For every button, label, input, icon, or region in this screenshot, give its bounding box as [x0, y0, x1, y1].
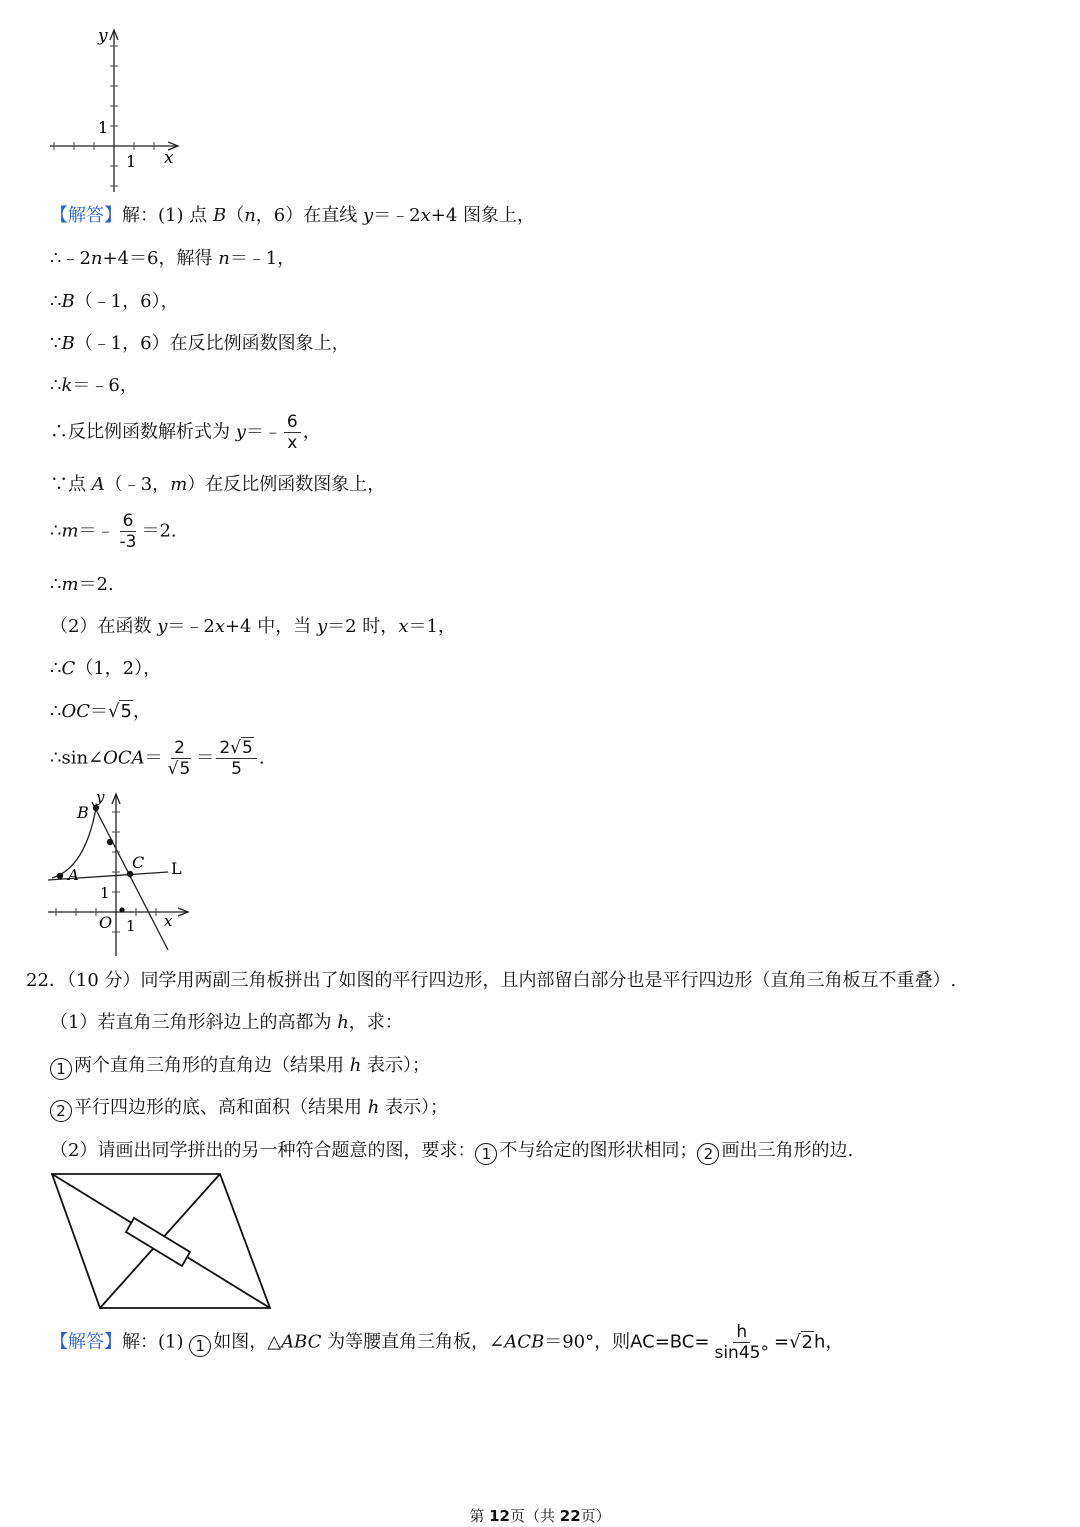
circled-number: 2 [697, 1143, 719, 1165]
y-axis-label: y [96, 790, 105, 806]
coordinate-grid-figure [48, 26, 180, 198]
answer-tag: 【解答】 [50, 205, 122, 226]
circled-number: 1 [475, 1143, 497, 1165]
solution-line-2: ∴﹣2n+4＝6，解得 n＝﹣1， [50, 248, 296, 269]
y-tick-label: 1 [100, 884, 110, 902]
question-22-title: 22．（10 分）同学用两副三角板拼出了如图的平行四边形，且内部留白部分也是平行四边形（直角三角板互不重叠）. [26, 970, 957, 991]
sqrt-expression: √5 [107, 701, 132, 722]
x-axis-label: x [164, 148, 174, 168]
circled-number: 1 [50, 1058, 72, 1080]
solution-line-11: ∴C（1，2）， [50, 658, 162, 679]
point-label-a: A [68, 866, 79, 884]
page-footer: 第 12页（共 22页） [469, 1507, 611, 1525]
solution-line-9: ∴m＝2. [50, 574, 114, 595]
solution-line-6: ∴反比例函数解析式为 y＝﹣ $\frac{6}{x}$ ， [50, 412, 321, 453]
fraction: $\frac{2√5}{5}$ [216, 738, 257, 779]
x-tick-label: 1 [126, 917, 136, 935]
solution-line-8: ∴m＝﹣ $\frac{6}{-3}$ ＝2. [50, 511, 177, 552]
solution-line-3: ∴B（﹣1，6）， [50, 291, 179, 312]
solution-line-5: ∴k＝﹣6， [50, 375, 138, 396]
circled-number: 2 [50, 1100, 72, 1122]
solution-line-1: 【解答】解：(1) 点 B（n，6）在直线 y＝﹣2x+4 图象上， [50, 205, 536, 226]
solution-line-10: （2）在函数 y＝﹣2x+4 中，当 y＝2 时，x＝1， [50, 616, 456, 637]
x-axis-label: x [164, 912, 173, 930]
solution-line-12: ∴OC＝√5， [50, 701, 151, 722]
solution-2-line: 【解答】解：(1) 1 如图，△ABC 为等腰直角三角板，∠ACB＝90°，则AC=BC= $\frac{h}{\sin 45^\circ}$ =√2h， [50, 1322, 844, 1363]
sqrt-expression: √2 [789, 1331, 813, 1353]
origin-label: O [99, 913, 113, 932]
fraction: $\frac{h}{\sin 45^\circ}$ [714, 1322, 769, 1363]
x-tick-label: 1 [126, 152, 137, 171]
line-label-l: L [171, 859, 182, 878]
fraction: $\frac{6}{x}$ [284, 412, 301, 453]
function-graph-figure [44, 790, 194, 960]
question-22-item1: 1 两个直角三角形的直角边（结果用 h 表示）； [50, 1054, 430, 1080]
question-22-part1: （1）若直角三角形斜边上的高都为 h，求： [50, 1012, 403, 1033]
circled-number: 1 [189, 1335, 211, 1357]
parallelogram-figure [48, 1170, 274, 1314]
question-22-part2: （2）请画出同学拼出的另一种符合题意的图，要求： 1 不与给定的图形状相同； 2 画出三角形的边. [50, 1140, 854, 1163]
point-label-b: B [77, 803, 89, 822]
solution-line-13: ∴sin∠OCA＝ $\frac{2}{√5}$ ＝ $\frac{2√5}{5}$ . [50, 738, 265, 779]
fraction: $\frac{2}{√5}$ [167, 738, 191, 779]
point-label-c: C [132, 853, 145, 872]
solution-line-7: ∵点 A（﹣3，m）在反比例函数图象上， [50, 474, 386, 495]
y-axis-label: y [98, 26, 108, 46]
question-22-item2: 2 平行四边形的底、高和面积（结果用 h 表示）； [50, 1096, 448, 1122]
fraction: $\frac{6}{-3}$ [119, 511, 137, 552]
answer-tag: 【解答】 [50, 1331, 122, 1353]
solution-line-4: ∵B（﹣1，6）在反比例函数图象上， [50, 333, 350, 354]
y-tick-label: 1 [98, 118, 109, 137]
